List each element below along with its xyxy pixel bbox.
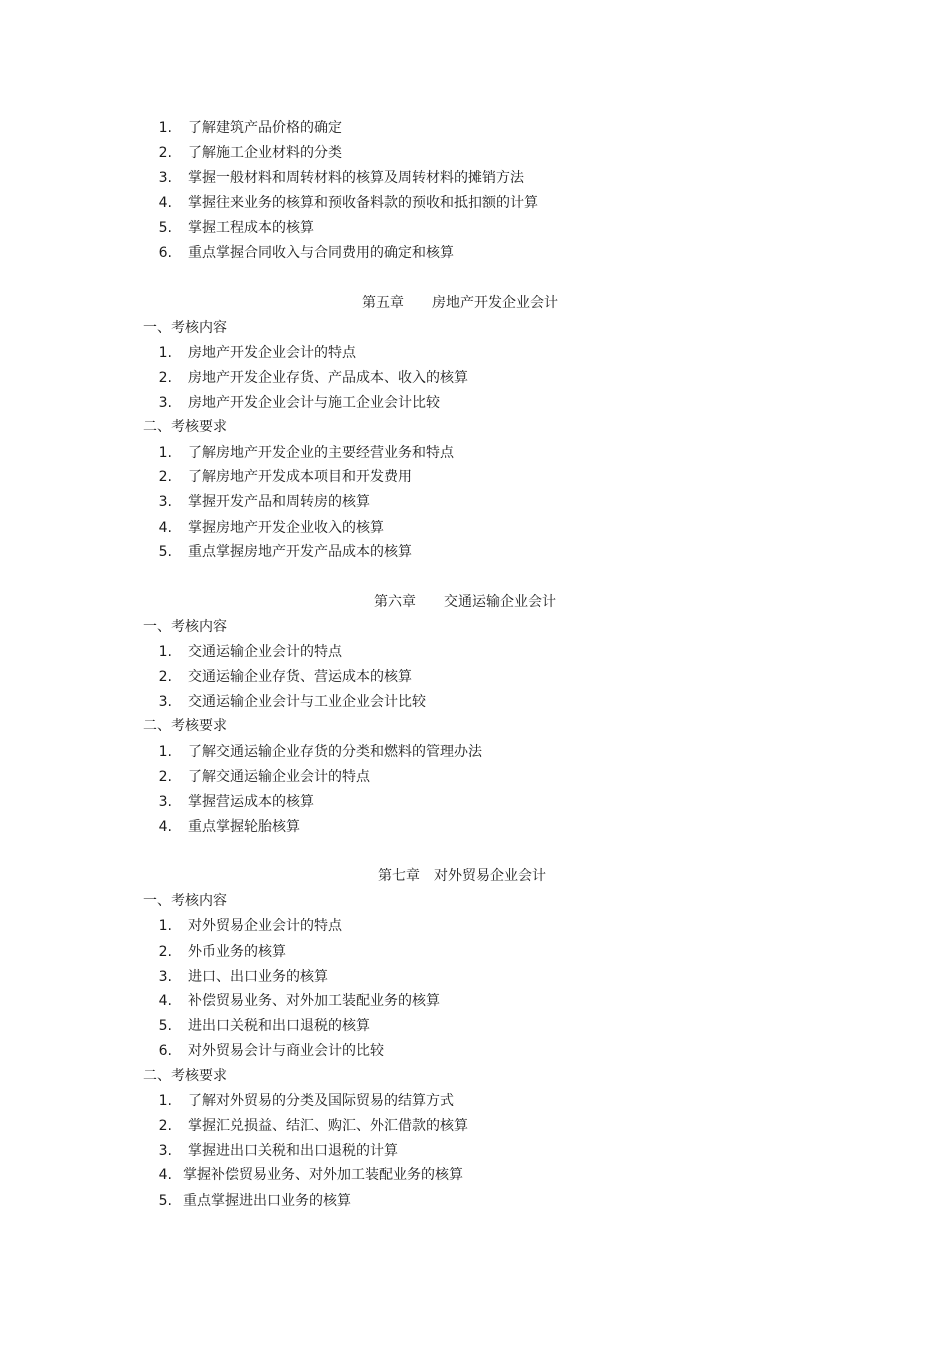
list-item	[0, 1114, 950, 1139]
item-text: 重点掌握轮胎核算	[188, 819, 300, 835]
item-number: 1.	[158, 445, 172, 461]
list-item	[0, 965, 950, 990]
item-number: 5.	[158, 1193, 172, 1209]
item-text: 掌握房地产开发企业收入的核算	[188, 520, 384, 536]
item-text: 了解对外贸易的分类及国际贸易的结算方式	[188, 1093, 454, 1109]
item-number: 1.	[158, 345, 172, 361]
requirement-heading: 二、考核要求	[143, 718, 227, 734]
item-text: 进出口关税和出口退税的核算	[188, 1018, 370, 1034]
chapter-title	[0, 291, 950, 316]
item-text: 掌握汇兑损益、结汇、购汇、外汇借款的核算	[188, 1118, 468, 1134]
item-text: 掌握工程成本的核算	[188, 220, 314, 236]
list-item	[0, 516, 950, 541]
item-number: 2.	[158, 944, 172, 960]
list-item	[0, 989, 950, 1014]
list-item	[0, 640, 950, 665]
item-text: 房地产开发企业存货、产品成本、收入的核算	[188, 370, 468, 386]
list-item	[0, 341, 950, 366]
requirement-heading: 二、考核要求	[143, 419, 227, 435]
content-heading: 一、考核内容	[143, 893, 227, 909]
list-item	[0, 1014, 950, 1039]
list-item	[0, 191, 950, 216]
item-number: 5.	[158, 220, 172, 236]
section-heading	[0, 615, 950, 640]
item-text: 房地产开发企业会计的特点	[188, 345, 356, 361]
item-number: 5.	[158, 1018, 172, 1034]
item-number: 2.	[158, 769, 172, 785]
list-item	[0, 166, 950, 191]
item-number: 1.	[158, 120, 172, 136]
list-item	[0, 665, 950, 690]
item-text: 进口、出口业务的核算	[188, 969, 328, 985]
item-text: 了解房地产开发成本项目和开发费用	[188, 469, 412, 485]
item-number: 4.	[158, 520, 172, 536]
item-text: 重点掌握合同收入与合同费用的确定和核算	[188, 245, 454, 261]
list-item	[0, 1189, 950, 1214]
item-number: 4.	[158, 1167, 172, 1183]
item-number: 6.	[158, 1043, 172, 1059]
item-number: 2.	[158, 145, 172, 161]
list-item	[0, 141, 950, 166]
list-item	[0, 1089, 950, 1114]
item-text: 补偿贸易业务、对外加工装配业务的核算	[188, 993, 440, 1009]
list-item	[0, 914, 950, 939]
list-item	[0, 815, 950, 840]
item-text: 对外贸易企业会计的特点	[188, 918, 342, 934]
chapter-title	[0, 864, 950, 889]
item-text: 交通运输企业会计与工业企业会计比较	[188, 694, 426, 710]
item-text: 了解施工企业材料的分类	[188, 145, 342, 161]
list-item	[0, 465, 950, 490]
chapter-5-title: 第五章 房地产开发企业会计	[362, 295, 558, 311]
item-number: 3.	[158, 1143, 172, 1159]
list-item	[0, 690, 950, 715]
item-text: 了解房地产开发企业的主要经营业务和特点	[188, 445, 454, 461]
item-text: 了解建筑产品价格的确定	[188, 120, 342, 136]
list-item	[0, 441, 950, 466]
list-item	[0, 216, 950, 241]
item-number: 2.	[158, 669, 172, 685]
list-item	[0, 366, 950, 391]
item-text: 了解交通运输企业会计的特点	[188, 769, 370, 785]
content-heading: 一、考核内容	[143, 320, 227, 336]
section-heading	[0, 1064, 950, 1089]
list-item	[0, 116, 950, 141]
list-item	[0, 1163, 950, 1188]
item-number: 3.	[158, 395, 172, 411]
item-text: 交通运输企业会计的特点	[188, 644, 342, 660]
list-item	[0, 940, 950, 965]
section-heading	[0, 415, 950, 440]
item-text: 掌握补偿贸易业务、对外加工装配业务的核算	[183, 1167, 463, 1183]
item-number: 5.	[158, 544, 172, 560]
item-number: 3.	[158, 494, 172, 510]
list-item	[0, 391, 950, 416]
item-text: 了解交通运输企业存货的分类和燃料的管理办法	[188, 744, 482, 760]
section-heading	[0, 316, 950, 341]
item-number: 2.	[158, 370, 172, 386]
list-item	[0, 540, 950, 565]
item-number: 2.	[158, 469, 172, 485]
chapter-7-title: 第七章 对外贸易企业会计	[378, 868, 546, 884]
chapter-6-title: 第六章 交通运输企业会计	[374, 594, 556, 610]
item-text: 重点掌握房地产开发产品成本的核算	[188, 544, 412, 560]
item-text: 外币业务的核算	[188, 944, 286, 960]
item-text: 房地产开发企业会计与施工企业会计比较	[188, 395, 440, 411]
item-text: 交通运输企业存货、营运成本的核算	[188, 669, 412, 685]
item-number: 3.	[158, 969, 172, 985]
list-item	[0, 490, 950, 515]
list-item	[0, 1139, 950, 1164]
item-number: 3.	[158, 794, 172, 810]
content-heading: 一、考核内容	[143, 619, 227, 635]
item-text: 掌握开发产品和周转房的核算	[188, 494, 370, 510]
item-number: 4.	[158, 195, 172, 211]
item-number: 2.	[158, 1118, 172, 1134]
item-text: 掌握往来业务的核算和预收备料款的预收和抵扣额的计算	[188, 195, 538, 211]
item-number: 1.	[158, 918, 172, 934]
section-heading	[0, 889, 950, 914]
list-item	[0, 1039, 950, 1064]
item-number: 6.	[158, 245, 172, 261]
item-number: 1.	[158, 644, 172, 660]
chapter-title	[0, 590, 950, 615]
requirement-heading: 二、考核要求	[143, 1068, 227, 1084]
item-number: 1.	[158, 744, 172, 760]
item-number: 3.	[158, 694, 172, 710]
item-text: 重点掌握进出口业务的核算	[183, 1193, 351, 1209]
list-item	[0, 740, 950, 765]
item-number: 3.	[158, 170, 172, 186]
item-text: 掌握营运成本的核算	[188, 794, 314, 810]
item-number: 4.	[158, 993, 172, 1009]
list-item	[0, 790, 950, 815]
section-heading	[0, 714, 950, 739]
item-text: 对外贸易会计与商业会计的比较	[188, 1043, 384, 1059]
item-text: 掌握一般材料和周转材料的核算及周转材料的摊销方法	[188, 170, 524, 186]
list-item	[0, 241, 950, 266]
list-item	[0, 765, 950, 790]
item-number: 4.	[158, 819, 172, 835]
item-number: 1.	[158, 1093, 172, 1109]
item-text: 掌握进出口关税和出口退税的计算	[188, 1143, 398, 1159]
